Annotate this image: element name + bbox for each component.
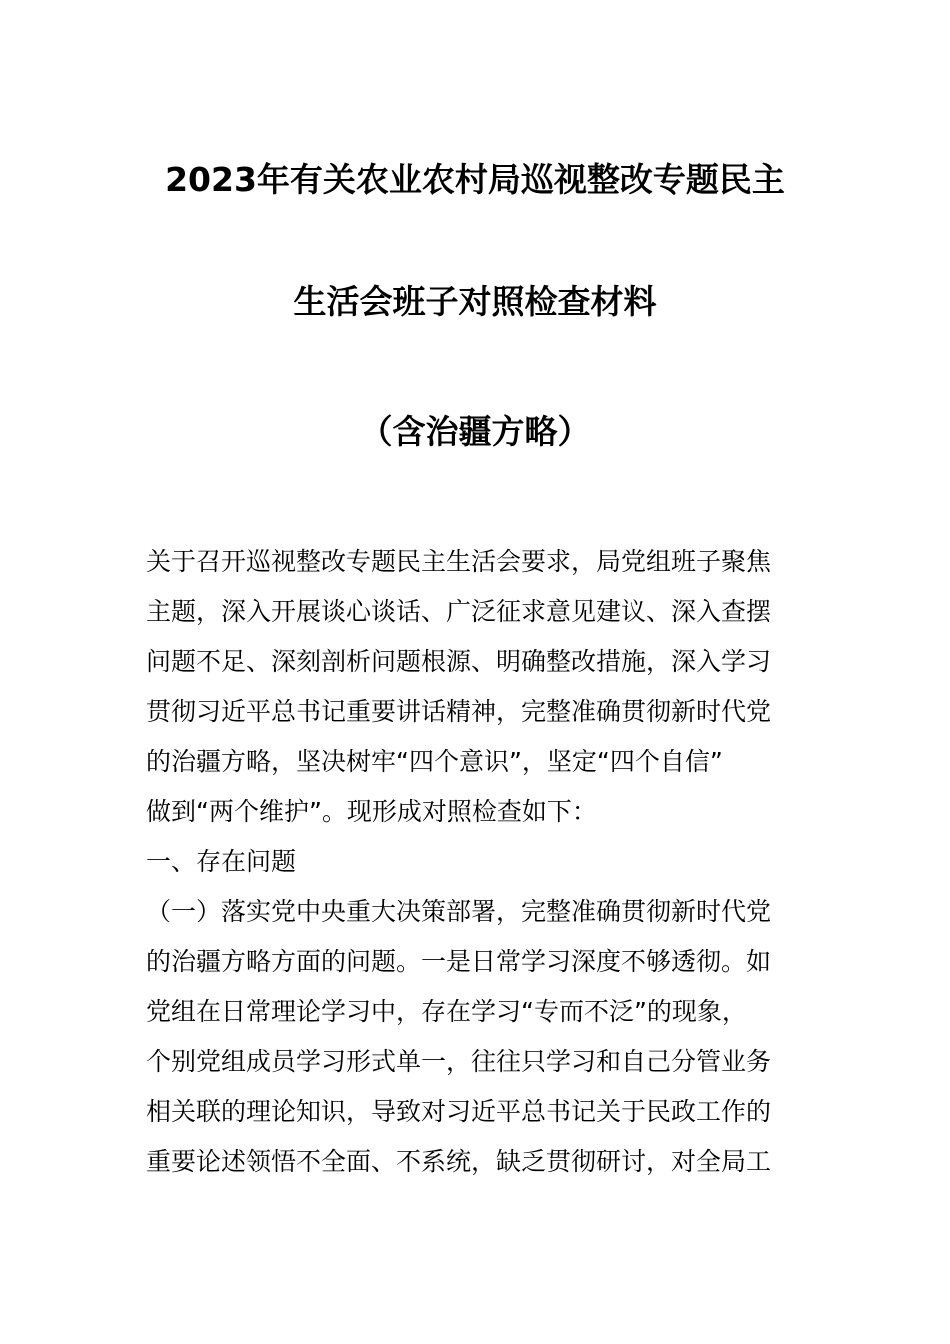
body-line: 重要论述领悟不全面、不系统，缺乏贯彻研讨，对全局工: [146, 1147, 772, 1176]
body-line: 相关联的理论知识，导致对习近平总书记关于民政工作的: [146, 1097, 772, 1126]
body-line: 党组在日常理论学习中，存在学习“专而不泛”的现象，: [146, 997, 747, 1026]
document-subtitle: （含治疆方略）: [359, 412, 591, 451]
section-heading: 一、存在问题: [146, 847, 297, 876]
body-line: 问题不足、深刻剖析问题根源、明确整改措施，深入学习: [146, 647, 772, 676]
document-title-line-1: 2023年有关农业农村局巡视整改专题民主: [165, 160, 785, 199]
body-line: （一）落实党中央重大决策部署，完整准确贯彻新时代党: [146, 897, 772, 926]
body-line: 个别党组成员学习形式单一，往往只学习和自己分管业务: [146, 1047, 772, 1076]
body-line: 关于召开巡视整改专题民主生活会要求，局党组班子聚焦: [146, 547, 772, 576]
body-line: 的治疆方略，坚决树牢“四个意识”，坚定“四个自信”: [146, 747, 723, 776]
body-line: 的治疆方略方面的问题。一是日常学习深度不够透彻。如: [146, 947, 772, 976]
document-title-line-2: 生活会班子对照检查材料: [293, 282, 657, 321]
body-line: 贯彻习近平总书记重要讲话精神，完整准确贯彻新时代党: [146, 697, 772, 726]
body-line: 做到“两个维护”。现形成对照检查如下：: [146, 797, 597, 826]
body-line: 主题，深入开展谈心谈话、广泛征求意见建议、深入查摆: [146, 597, 772, 626]
